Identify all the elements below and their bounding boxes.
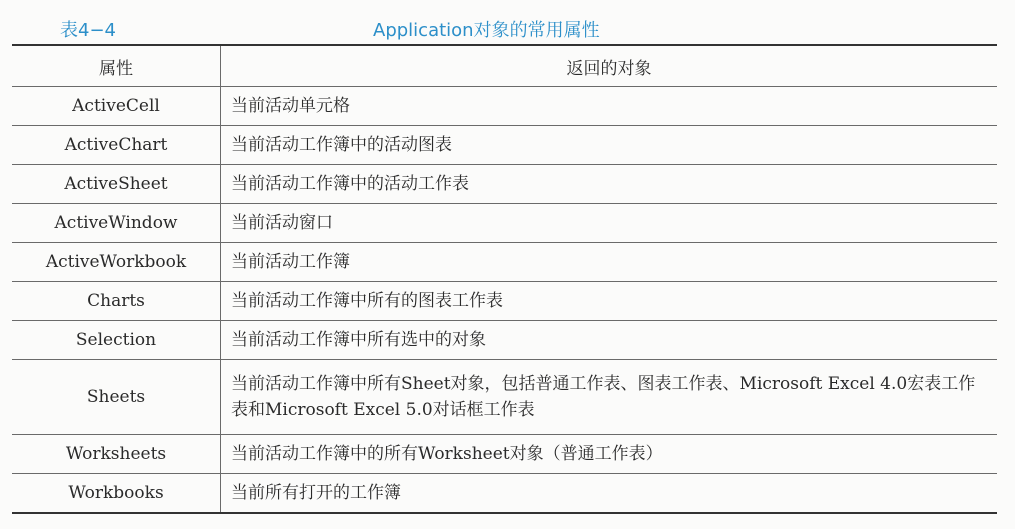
property-description: 当前活动工作簿: [221, 243, 998, 282]
property-name: Selection: [12, 321, 221, 360]
table-row: [12, 126, 997, 165]
property-name: Charts: [12, 282, 221, 321]
properties-table: [12, 44, 997, 514]
table-row: [12, 321, 997, 360]
property-description: 当前活动窗口: [221, 204, 998, 243]
table-row: [12, 474, 997, 513]
property-description: 当前活动工作簿中所有的图表工作表: [221, 282, 998, 321]
property-name: Sheets: [12, 360, 221, 435]
property-name: ActiveChart: [12, 126, 221, 165]
property-description: 当前活动工作簿中所有Sheet对象，包括普通工作表、图表工作表、Microsoft Excel 4.0宏表工作表和Microsoft Excel 5.0对话框工作表: [221, 360, 998, 435]
header-returned-object: 返回的对象: [221, 45, 998, 87]
table-row: [12, 243, 997, 282]
table-header-row: [12, 45, 997, 87]
table-row: [12, 435, 997, 474]
property-description: 当前活动单元格: [221, 87, 998, 126]
property-description: 当前活动工作簿中的活动图表: [221, 126, 998, 165]
property-name: ActiveWorkbook: [12, 243, 221, 282]
property-name: ActiveCell: [12, 87, 221, 126]
table-caption: [0, 12, 1015, 42]
property-name: ActiveWindow: [12, 204, 221, 243]
table-row: [12, 204, 997, 243]
table-row: [12, 165, 997, 204]
table-row: [12, 282, 997, 321]
property-description: 当前所有打开的工作簿: [221, 474, 998, 513]
table-number: 表4−4: [60, 20, 116, 41]
header-property: 属性: [12, 45, 221, 87]
property-name: Workbooks: [12, 474, 221, 513]
property-description: 当前活动工作簿中所有选中的对象: [221, 321, 998, 360]
table-title: Application对象的常用属性: [373, 20, 600, 41]
property-description: 当前活动工作簿中的所有Worksheet对象（普通工作表）: [221, 435, 998, 474]
property-name: Worksheets: [12, 435, 221, 474]
table-row: [12, 87, 997, 126]
table-row: [12, 360, 997, 435]
property-description: 当前活动工作簿中的活动工作表: [221, 165, 998, 204]
property-name: ActiveSheet: [12, 165, 221, 204]
